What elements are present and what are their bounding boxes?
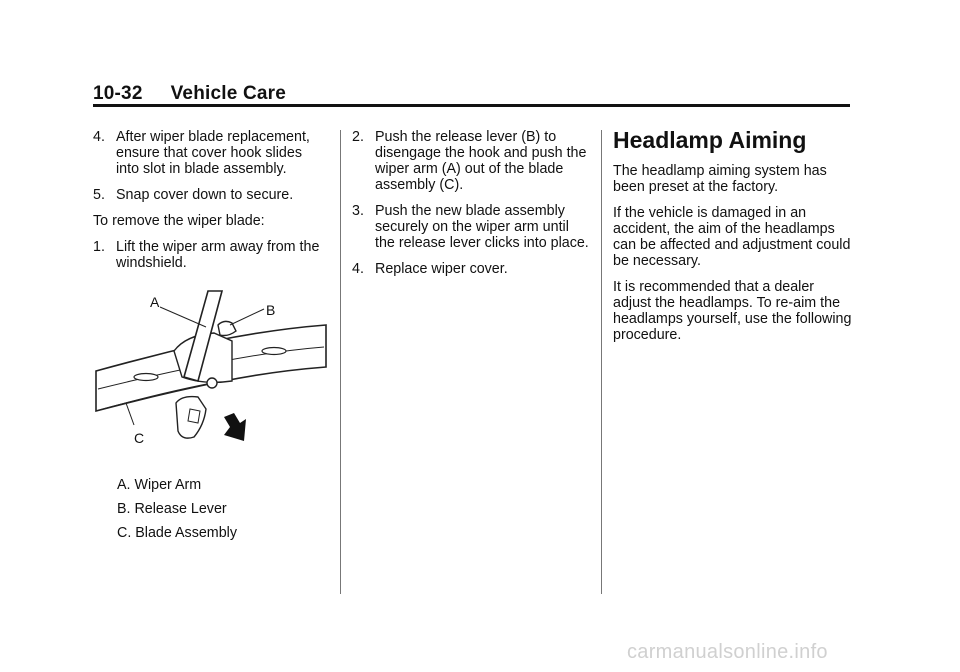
intro-text: To remove the wiper blade: <box>93 213 265 229</box>
step-text: Push the new blade assembly securely on the wiper arm until the release lever clicks into place. <box>375 203 589 251</box>
figure-label-c: C <box>134 430 145 446</box>
legend-item: B. Release Lever <box>117 501 227 517</box>
paragraph: It is recommended that a dealer adjust the headlamps. To re-aim the headlamps yourself, use the following procedure. <box>613 279 852 343</box>
column-divider-1 <box>340 130 341 594</box>
step-number: 5. <box>93 187 105 203</box>
leader-line-a <box>160 307 206 327</box>
blade-slot <box>134 374 158 381</box>
figure-legend <box>117 477 237 549</box>
blade-assembly-lowered <box>176 397 206 439</box>
legend-item: A. Wiper Arm <box>117 477 202 493</box>
legend-item: C. Blade Assembly <box>117 525 237 541</box>
step-number: 4. <box>93 129 105 145</box>
header-rule <box>93 104 850 107</box>
step-text: Snap cover down to secure. <box>116 187 294 203</box>
wiper-blade-figure <box>94 285 330 460</box>
step-item <box>352 129 592 193</box>
down-arrow-icon <box>224 413 246 441</box>
step-text: Lift the wiper arm away from the windshield. <box>116 239 320 271</box>
figure-label-a: A <box>150 294 160 310</box>
step-number: 4. <box>352 261 364 277</box>
watermark: carmanualsonline.info <box>627 641 828 663</box>
column-3 <box>613 127 853 353</box>
blade-slot <box>262 348 286 355</box>
column-2 <box>352 129 592 287</box>
leader-line-c <box>126 403 134 425</box>
leader-line-b <box>230 309 264 325</box>
step-item <box>93 187 328 203</box>
paragraph: The headlamp aiming system has been preset at the factory. <box>613 163 827 195</box>
paragraph: If the vehicle is damaged in an accident, the aim of the headlamps can be affected and adjustment could be necessary. <box>613 205 851 269</box>
column-1 <box>93 129 328 281</box>
step-text: After wiper blade replacement, ensure that cover hook slides into slot in blade assembly. <box>116 129 310 177</box>
pivot-screw <box>207 378 217 388</box>
step-item <box>93 239 328 271</box>
step-number: 3. <box>352 203 364 219</box>
headlamp-aiming-heading: Headlamp Aiming <box>613 127 807 153</box>
column-divider-2 <box>601 130 602 594</box>
step-item <box>352 261 592 277</box>
step-number: 1. <box>93 239 105 255</box>
page-number: 10-32 <box>93 83 143 104</box>
figure-label-b: B <box>266 302 276 318</box>
section-title: Vehicle Care <box>170 83 287 104</box>
step-item <box>93 129 328 177</box>
step-number: 2. <box>352 129 364 145</box>
page-header <box>93 83 286 105</box>
step-item <box>352 203 592 251</box>
step-text: Replace wiper cover. <box>375 261 508 277</box>
step-text: Push the release lever (B) to disengage the hook and push the wiper arm (A) out of the blade assembly (C). <box>375 129 587 193</box>
